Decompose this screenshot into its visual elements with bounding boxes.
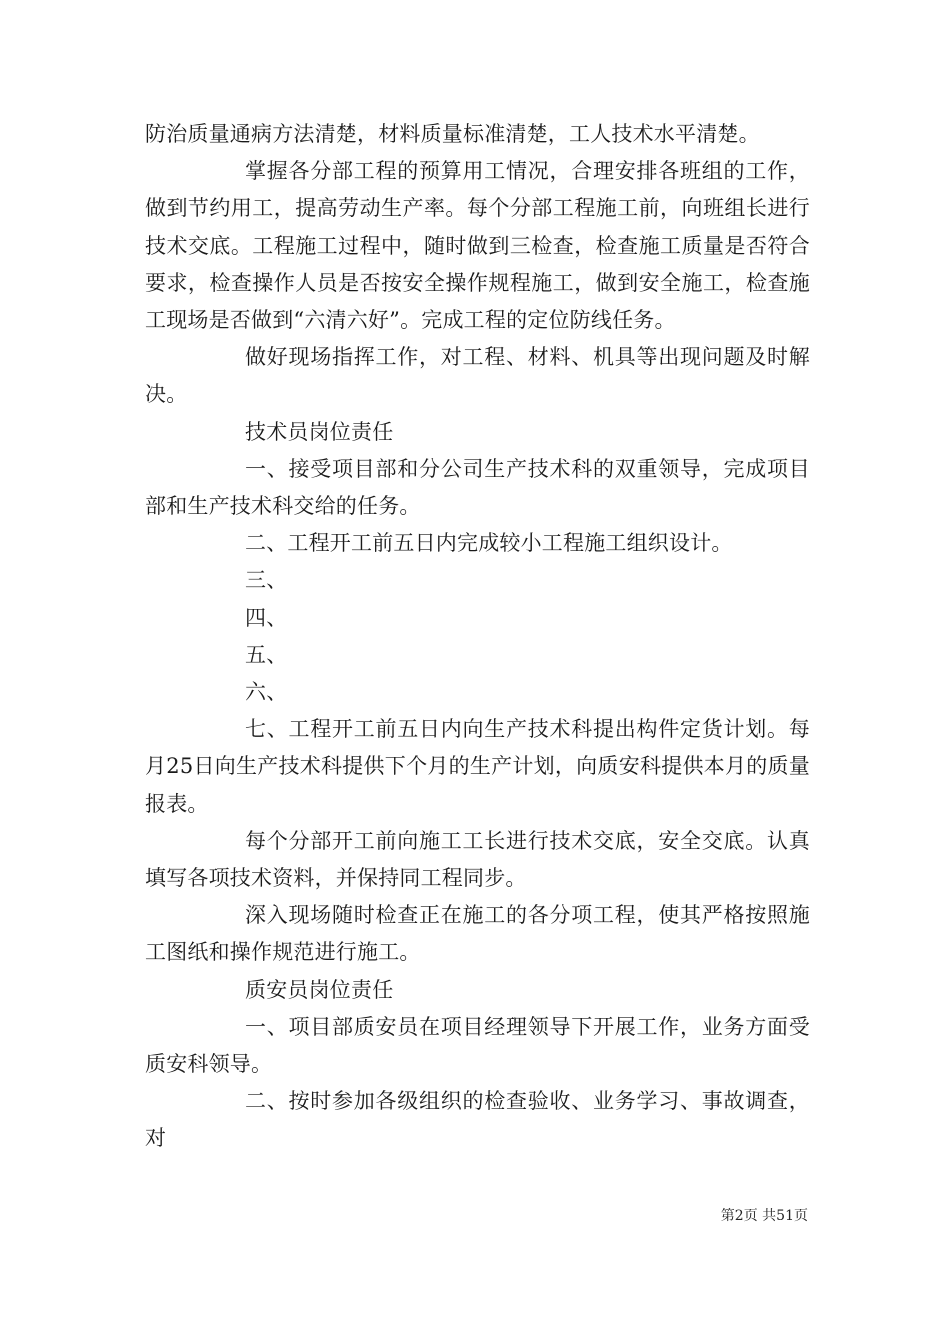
footer-current-page: 2 [734,1208,744,1224]
paragraph-13: 深入现场随时检查正在施工的各分项工程，使其严格按照施工图纸和操作规范进行施工。 [145,903,810,965]
list-item-3: 三、 [245,568,288,593]
section-heading-safety: 质安员岗位责任 [245,977,394,1002]
footer-suffix: 页 [794,1208,808,1224]
paragraph-11: 七、工程开工前五日内向生产技术科提出构件定货计划。每月25日向生产技术科提供下个月的生产计划，向质安科提供本月的质量报表。 [145,717,810,816]
paragraph-3: 做好现场指挥工作，对工程、材料、机具等出现问题及时解决。 [145,345,810,407]
footer-total-pages: 51 [776,1208,794,1224]
document-body [145,116,810,1158]
footer-prefix: 第 [720,1208,735,1224]
section-heading-technician: 技术员岗位责任 [245,419,394,444]
page-footer [0,1205,808,1225]
list-item-6: 六、 [245,680,288,705]
paragraph-1: 防治质量通病方法清楚，材料质量标准清楚，工人技术水平清楚。 [145,122,760,146]
paragraph-6: 二、工程开工前五日内完成较小工程施工组织设计。 [245,531,733,556]
paragraph-12: 每个分部开工前向施工工长进行技术交底，安全交底。认真填写各项技术资料，并保持同工程同步。 [145,828,810,891]
paragraph-16: 二、按时参加各级组织的检查验收、业务学习、事故调查，对 [145,1089,810,1151]
paragraph-2: 掌握各分部工程的预算用工情况，合理安排各班组的工作，做到节约用工，提高劳动生产率。每个分部工程施工前，向班组长进行技术交底。工程施工过程中，随时做到三检查，检查施工质量是否符合要求，检查操作人员是否按安全操作规程施工，做到安全施工，检查施工现场是否做到“六清六好”。完成工程的定位防线任务。 [145,159,810,333]
footer-middle: 页 共 [743,1208,777,1224]
list-item-4: 四、 [245,605,288,630]
paragraph-5: 一、接受项目部和分公司生产技术科的双重领导，完成项目部和生产技术科交给的任务。 [145,456,810,519]
paragraph-15: 一、项目部质安员在项目经理领导下开展工作，业务方面受质安科领导。 [145,1014,810,1077]
list-item-5: 五、 [245,642,288,667]
